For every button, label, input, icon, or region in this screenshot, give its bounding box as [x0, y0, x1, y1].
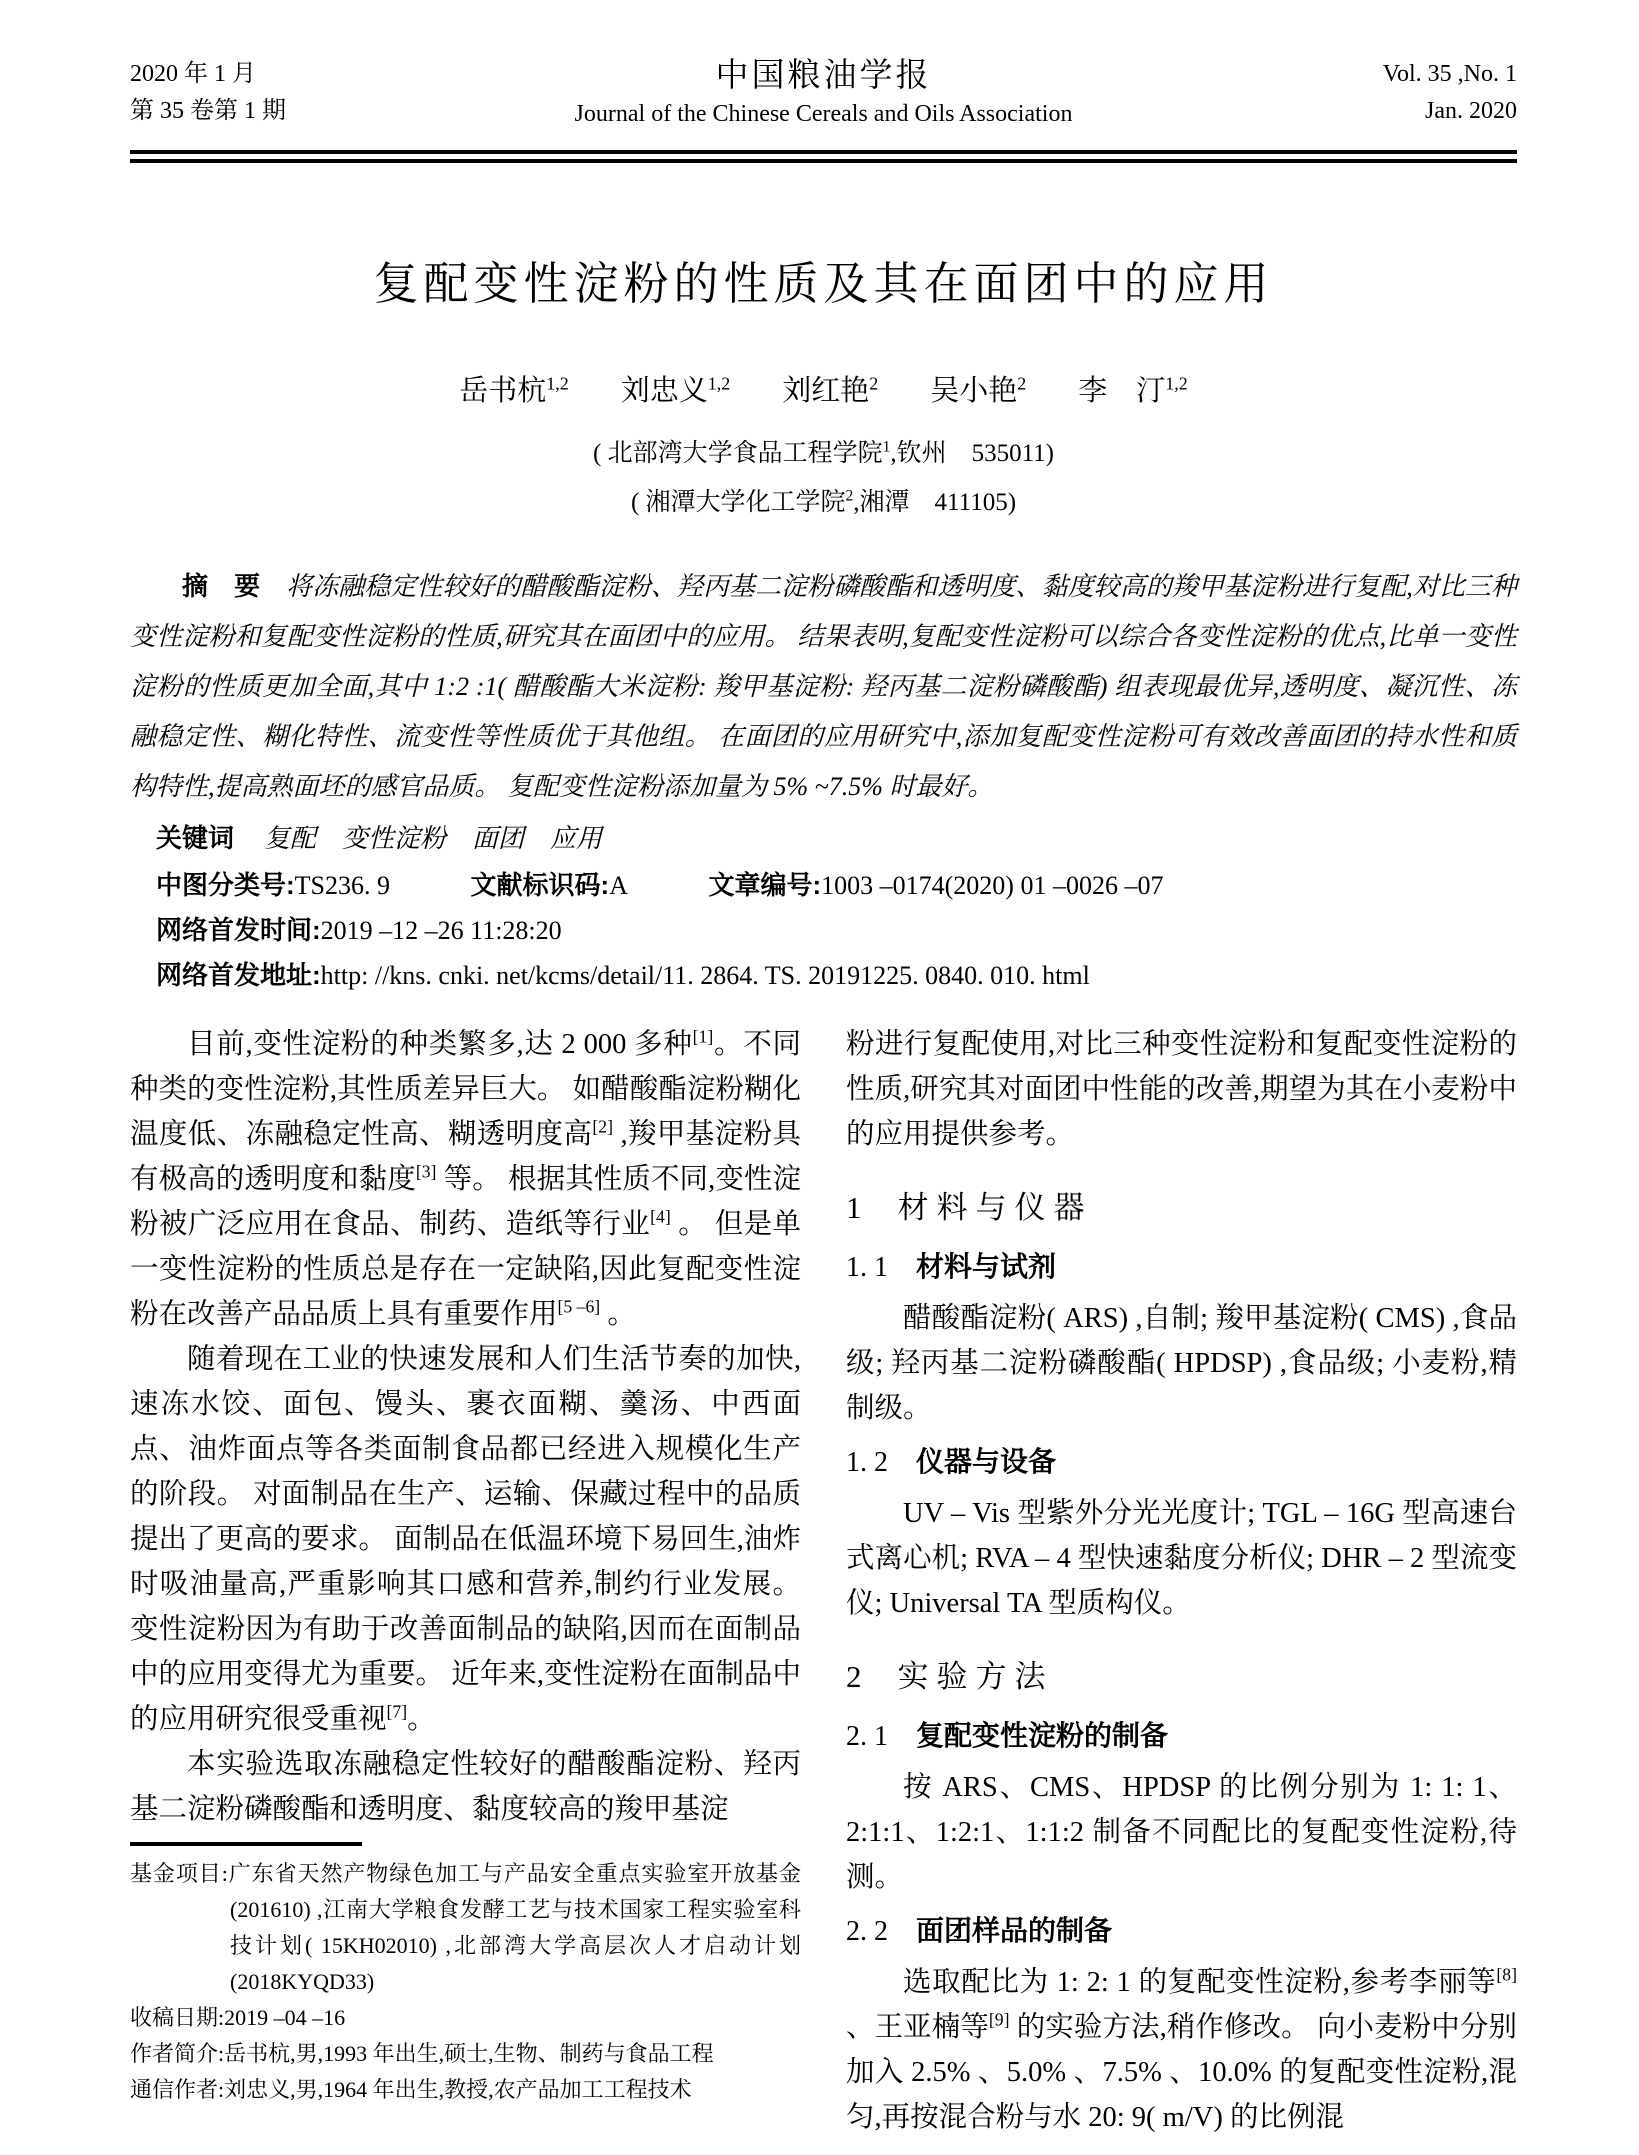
header-date-en: Jan. 2020: [1425, 98, 1517, 124]
online-time-label: 网络首发时间:: [156, 915, 321, 945]
header-double-rule: [130, 150, 1517, 163]
author: 刘红艳$^2$: [782, 373, 879, 407]
section-number: 1. 1: [846, 1252, 888, 1283]
section-number: 2. 2: [846, 1916, 888, 1947]
online-url-value[interactable]: http: //kns. cnki. net/kcms/detail/11. 2864. TS. 20191225. 0840. 010. html: [320, 961, 1090, 990]
author: 刘忠义$^{1,2}$: [620, 373, 731, 407]
section-title: 材料与试剂: [916, 1251, 1057, 1282]
header-date-cn: 2020 年 1 月: [130, 61, 256, 87]
article-id-group: [682, 871, 1163, 900]
footnote-entry: [130, 2072, 801, 2108]
section-heading: [846, 1185, 1517, 1230]
paragraph: 随着现在工业的快速发展和人们生活节奏的加快,速冻水饺、面包、馒头、裹衣面糊、羹汤、中西面点、油炸面点等各类面制食品都已经进入规模化生产的阶段。 对面制品在生产、运输、保藏过程中的品质提出了更高的要求。 面制品在低温环境下易回生,油炸时吸油量高,严重影响其口感和营养,制约行业发展。 变性淀粉因为有助于改善面制品的缺陷,因而在面制品中的应用变得尤为重要。 近年来,变性淀粉在面制品中的应用研究很受重视[7]。: [130, 1344, 801, 1735]
left-column: [130, 1022, 801, 2140]
header-issue-info: [130, 56, 350, 130]
paragraph: 按 ARS、CMS、HPDSP 的比例分别为 1: 1: 1、2:1:1、1:2:1、1:1:2 制备不同配比的复配变性淀粉,待测。: [846, 1772, 1517, 1893]
online-url-label: 网络首发地址:: [156, 960, 321, 990]
author-list: [130, 368, 1517, 409]
section-title: 材料与仪器: [897, 1190, 1093, 1225]
paragraph: 选取配比为 1: 2: 1 的复配变性淀粉,参考李丽等[8] 、王亚楠等[9] 的实验方法,稍作修改。 向小麦粉中分别加入 2.5% 、5.0% 、7.5% 、10.0% 的复配变性淀粉,混匀,再按混合粉与水 20: 9( m/V) 的比例混: [846, 1964, 1517, 2133]
paragraph: UV – Vis 型紫外分光光度计; TGL – 16G 型高速台式离心机; RVA – 4 型快速黏度分析仪; DHR – 2 型流变仪; Universal TA 型质构仪。: [846, 1498, 1517, 1619]
journal-header: [130, 56, 1517, 163]
paragraph: 目前,变性淀粉的种类繁多,达 2 000 多种[1]。不同种类的变性淀粉,其性质差异巨大。 如醋酸酯淀粉糊化温度低、冻融稳定性高、糊透明度高[2] ,羧甲基淀粉具有极高的透明度和黏度[3] 等。 根据其性质不同,变性淀粉被广泛应用在食品、制药、造纸等行业[4] 。 但是单一变性淀粉的性质总是存在一定缺陷,因此复配变性淀粉在改善产品品质上具有重要作用[5 –6] 。: [130, 1026, 801, 1330]
footnote-label: 作者简介:: [130, 2041, 225, 2066]
section-heading: [846, 1654, 1517, 1699]
footnote-label: 基金项目:: [130, 1861, 228, 1886]
footnote-rule: [130, 1842, 362, 1846]
journal-name-cn: 中国粮油学报: [715, 58, 932, 94]
keywords-items: 复配 变性淀粉 面团 应用: [264, 824, 603, 853]
doc-code-value: A: [609, 871, 628, 900]
section-number: 1: [846, 1190, 862, 1225]
clc-label: 中图分类号:: [156, 870, 295, 900]
keywords-line: [130, 814, 1517, 863]
subsection-heading: [846, 1244, 1517, 1290]
subsection-heading: [846, 1713, 1517, 1759]
footnote-text: 2019 –04 –16: [224, 2005, 346, 2030]
section-title: 仪器与设备: [916, 1446, 1057, 1477]
section-title: 面团样品的制备: [916, 1915, 1113, 1946]
footnote-entries: [130, 1856, 801, 2108]
clc-value: TS236. 9: [294, 871, 391, 900]
footnote-text: 刘忠义,男,1964 年出生,教授,农产品加工工程技术: [224, 2077, 692, 2102]
online-time-value: 2019 –12 –26 11:28:20: [320, 916, 562, 945]
online-time-line: [130, 908, 1517, 953]
paragraph: 粉进行复配使用,对比三种变性淀粉和复配变性淀粉的性质,研究其对面团中性能的改善,期望为其在小麦粉中的应用提供参考。: [846, 1029, 1517, 1150]
header-volume-en: Vol. 35 ,No. 1: [1382, 61, 1517, 87]
section-number: 1. 2: [846, 1447, 888, 1478]
header-volume-cn: 第 35 卷第 1 期: [130, 98, 286, 124]
article-title: 复配变性淀粉的性质及其在面团中的应用: [373, 259, 1274, 309]
article-id-label: 文章编号:: [708, 870, 822, 900]
section-title: 实验方法: [897, 1659, 1054, 1694]
affiliation: ( 北部湾大学食品工程学院$^1$,钦州 535011): [593, 438, 1054, 467]
keywords-label: 关键词: [156, 823, 235, 853]
online-url-line: [130, 953, 1517, 998]
journal-header-row: [130, 56, 1517, 132]
footnote-entry: [130, 2000, 801, 2036]
footnote-entry: [130, 1856, 801, 2000]
paragraph: 本实验选取冻融稳定性较好的醋酸酯淀粉、羟丙基二淀粉磷酸酯和透明度、黏度较高的羧甲基淀: [130, 1749, 801, 1825]
author: 吴小艳$^2$: [930, 373, 1027, 407]
body-columns: [130, 1022, 1517, 2140]
footnote-block: [130, 1842, 801, 2108]
header-volume-info: [1297, 56, 1517, 130]
footnote-text: 广东省天然产物绿色加工与产品安全重点实验室开放基金(201610) ,江南大学粮食发酵工艺与技术国家工程实验室科技计划( 15KH02010) ,北部湾大学高层次人才启动计划(2018KYQD33): [227, 1861, 801, 1994]
abstract-text: 将冻融稳定性较好的醋酸酯淀粉、羟丙基二淀粉磷酸酯和透明度、黏度较高的羧甲基淀粉进行复配,对比三种变性淀粉和复配变性淀粉的性质,研究其在面团中的应用。 结果表明,复配变性淀粉可以综合各变性淀粉的优点,比单一变性淀粉的性质更加全面,其中 1:2 :1( 醋酸酯大米淀粉: 羧甲基淀粉: 羟丙基二淀粉磷酸酯) 组表现最优异,透明度、凝沉性、冻融稳定性、糊化特性、流变性等性质优于其他组。 在面团的应用研究中,添加复配变性淀粉可有效改善面团的持水性和质构特性,提高熟面坯的感官品质。 复配变性淀粉添加量为 5% ~7.5% 时最好。: [130, 572, 1517, 801]
classification-line: [130, 863, 1517, 908]
abstract-label: 摘 要: [182, 571, 261, 601]
journal-name-block: [350, 56, 1297, 132]
footnote-text: 岳书杭,男,1993 年出生,硕士,生物、制药与食品工程: [224, 2041, 714, 2066]
footnote-entry: [130, 2036, 801, 2072]
footnote-label: 收稿日期:: [130, 2005, 225, 2030]
subsection-heading: [846, 1908, 1517, 1954]
section-number: 2. 1: [846, 1721, 888, 1752]
article-id-value: 1003 –0174(2020) 01 –0026 –07: [821, 871, 1164, 900]
clc-group: [130, 871, 390, 900]
footnote-label: 通信作者:: [130, 2077, 225, 2102]
author: 李 汀$^{1,2}$: [1078, 373, 1188, 407]
doc-code-group: [445, 871, 628, 900]
affiliation-list: [130, 429, 1517, 527]
subsection-heading: [846, 1439, 1517, 1485]
section-title: 复配变性淀粉的制备: [916, 1720, 1169, 1751]
doc-code-label: 文献标识码:: [470, 870, 610, 900]
section-number: 2: [846, 1659, 862, 1694]
journal-name-en: Journal of the Chinese Cereals and Oils Association: [574, 101, 1073, 127]
abstract-block: [130, 561, 1517, 812]
paragraph: 醋酸酯淀粉( ARS) ,自制; 羧甲基淀粉( CMS) ,食品级; 羟丙基二淀粉磷酸酯( HPDSP) ,食品级; 小麦粉,精制级。: [846, 1303, 1517, 1424]
author: 岳书杭$^{1,2}$: [459, 373, 569, 407]
affiliation: ( 湘潭大学化工学院$^2$,湘潭 411105): [630, 487, 1017, 516]
right-column: [846, 1022, 1517, 2140]
